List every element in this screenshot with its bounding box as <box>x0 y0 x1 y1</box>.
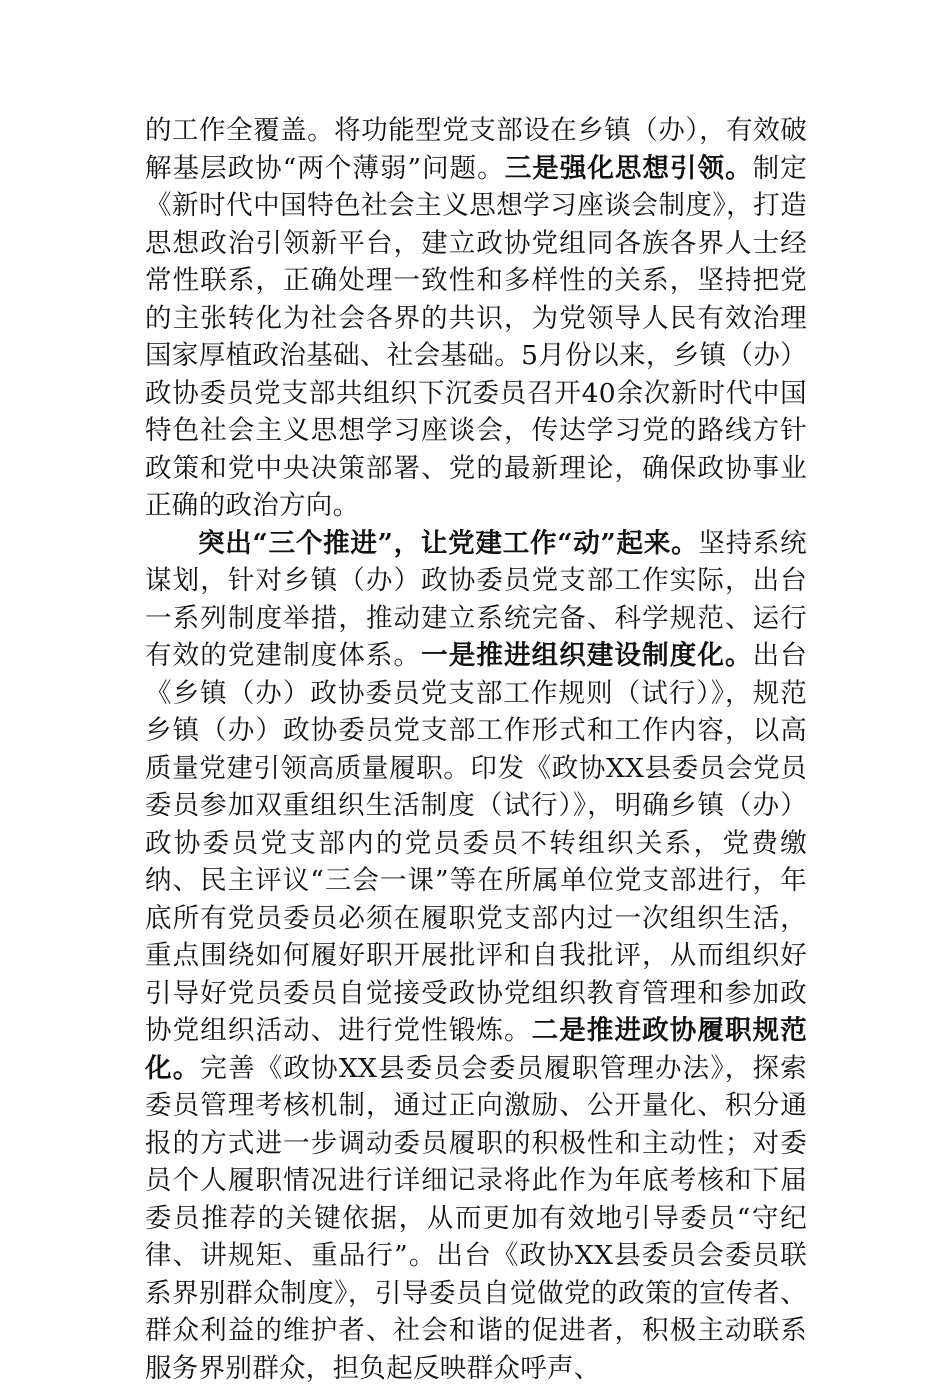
bold-heading-run: 突出“三个推进”，让党建工作“动”起来。 <box>198 528 698 559</box>
paragraph-1 <box>145 112 807 525</box>
bold-heading-run: 二是推进政协履职规范化。 <box>145 1015 807 1084</box>
paragraph-2 <box>145 525 807 1387</box>
text-run: 坚持系统谋划，针对乡镇（办）政协委员党支部工作实际，出台一系列制度举措，推动建立系统完备、科学规范、运行有效的党建制度体系。 <box>145 528 807 672</box>
bold-heading-run: 一是推进组织建设制度化。 <box>421 640 752 671</box>
document-body <box>145 112 807 1387</box>
text-run: 完善《政协XX县委员会委员履职管理办法》，探索委员管理考核机制，通过正向激励、公开量化、积分通报的方式进一步调动委员履职的积极性和主动性；对委员个人履职情况进行详细记录将此作为年底考核和下届委员推荐的关键依据，从而更加有效地引导委员“守纪律、讲规矩、重品行”。出台《政协XX县委员会委员联系界别群众制度》，引导委员自觉做党的政策的宣传者、群众利益的维护者、社会和谐的促进者，积极主动联系服务界别群众，担负起反映群众呼声、 <box>145 1053 807 1384</box>
bold-heading-run: 三是强化思想引领。 <box>505 153 753 184</box>
text-run: 的工作全覆盖。将功能型党支部设在乡镇（办），有效破解基层政协“两个薄弱”问题。 <box>145 115 807 184</box>
text-run: 制定《新时代中国特色社会主义思想学习座谈会制度》，打造思想政治引领新平台，建立政协党组同各族各界人士经常性联系，正确处理一致性和多样性的关系，坚持把党的主张转化为社会各界的共识，为党领导人民有效治理国家厚植政治基础、社会基础。5月份以来，乡镇（办）政协委员党支部共组织下沉委员召开40余次新时代中国特色社会主义思想学习座谈会，传达学习党的路线方针政策和党中央决策部署、党的最新理论，确保政协事业正确的政治方向。 <box>145 153 807 522</box>
text-run: 出台《乡镇（办）政协委员党支部工作规则（试行）》，规范乡镇（办）政协委员党支部工作形式和工作内容，以高质量党建引领高质量履职。印发《政协XX县委员会党员委员参加双重组织生活制度（试行）》，明确乡镇（办）政协委员党支部内的党员委员不转组织关系，党费缴纳、民主评议“三会一课”等在所属单位党支部进行，年底所有党员委员必须在履职党支部内过一次组织生活，重点围绕如何履好职开展批评和自我批评，从而组织好引导好党员委员自觉接受政协党组织教育管理和参加政协党组织活动、进行党性锻炼。 <box>145 640 807 1046</box>
